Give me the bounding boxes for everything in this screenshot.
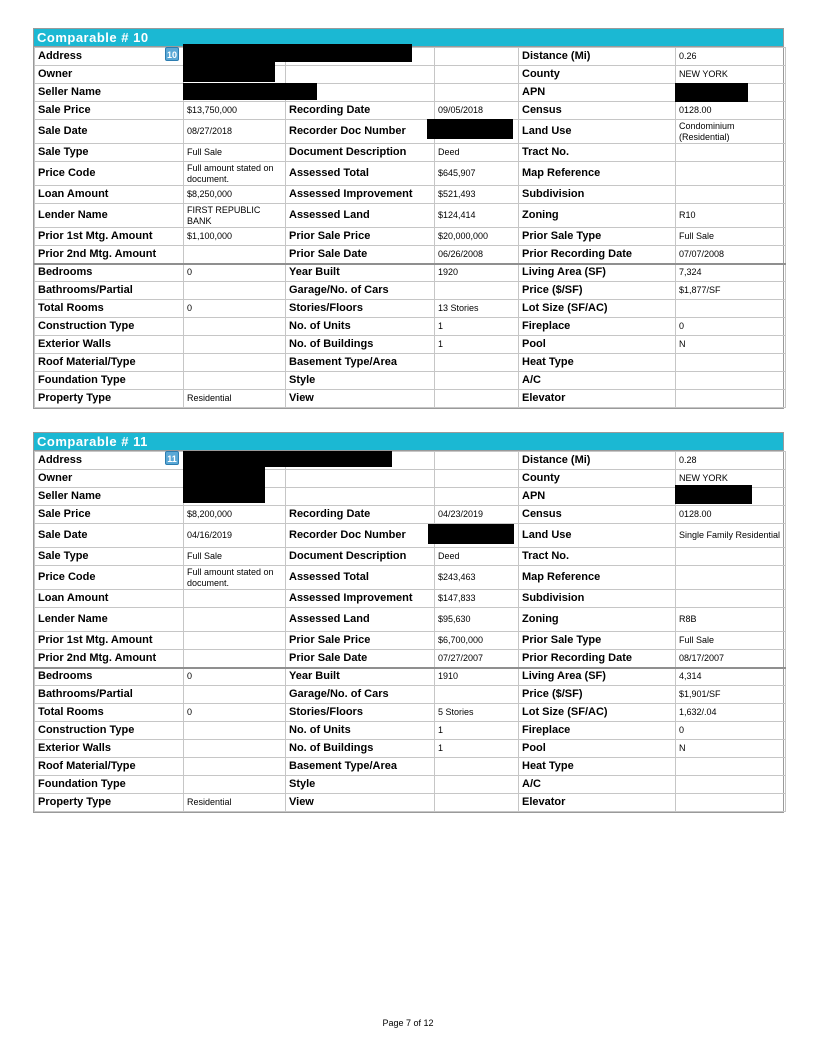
field-label: Assessed Total [286,566,435,590]
field-label: No. of Buildings [286,740,435,758]
field-label: No. of Units [286,722,435,740]
field-value [184,354,286,372]
field-label: Living Area (SF) [519,264,676,282]
field-value: 4,314 [676,668,786,686]
table-row [35,186,786,204]
field-label: View [286,390,435,408]
table-row [35,204,786,228]
field-value [435,282,519,300]
field-value: 0 [184,264,286,282]
field-value: 0128.00 [676,506,786,524]
table-row [35,590,786,608]
field-value [184,740,286,758]
table-row [35,488,786,506]
field-label: Price Code [35,162,184,186]
field-value [184,650,286,668]
table-row [35,758,786,776]
field-label: Recorder Doc Number [286,120,435,144]
field-label: Prior 1st Mtg. Amount [35,228,184,246]
field-value: 0 [184,704,286,722]
field-value [435,354,519,372]
redaction-block [183,467,265,503]
field-label: Garage/No. of Cars [286,686,435,704]
field-value [676,758,786,776]
field-label: Recorder Doc Number [286,524,435,548]
table-row [35,548,786,566]
field-value [184,722,286,740]
field-label: Prior Recording Date [519,650,676,668]
field-label: Price ($/SF) [519,282,676,300]
field-label: Subdivision [519,186,676,204]
table-row [35,740,786,758]
field-label: Basement Type/Area [286,758,435,776]
field-value [184,372,286,390]
field-label: Zoning [519,204,676,228]
field-value [435,390,519,408]
field-value [435,758,519,776]
field-value [435,794,519,812]
field-label: Bathrooms/Partial [35,282,184,300]
field-value [435,48,519,66]
field-label: Land Use [519,120,676,144]
table-row [35,608,786,632]
table-row [35,722,786,740]
table-row [35,144,786,162]
field-label: A/C [519,776,676,794]
field-value: $521,493 [435,186,519,204]
comparable-11-panel [33,432,784,813]
table-row [35,318,786,336]
field-value: Deed [435,144,519,162]
field-value: 08/27/2018 [184,120,286,144]
field-value [184,318,286,336]
field-value: 0 [184,300,286,318]
field-label: Property Type [35,390,184,408]
field-value: 1910 [435,668,519,686]
field-value: NEW YORK [676,66,786,84]
table-row [35,566,786,590]
table-row [35,794,786,812]
field-value [435,776,519,794]
field-label: Assessed Improvement [286,186,435,204]
field-label: Total Rooms [35,704,184,722]
redaction-block [427,119,513,139]
field-label: Address [35,48,184,66]
field-value [676,794,786,812]
field-label: Prior Sale Type [519,632,676,650]
field-label: Land Use [519,524,676,548]
table-row [35,776,786,794]
table-row [35,162,786,186]
field-label: Elevator [519,390,676,408]
field-value [184,686,286,704]
map-marker-icon: 10 [165,47,179,61]
field-value: 0 [184,668,286,686]
table-row [35,668,786,686]
field-label: Sale Type [35,144,184,162]
field-value: N [676,336,786,354]
field-label: A/C [519,372,676,390]
field-value: Full amount stated on document. [184,162,286,186]
field-label: Owner [35,470,184,488]
field-value [184,776,286,794]
field-label: Heat Type [519,758,676,776]
field-label: Lot Size (SF/AC) [519,300,676,318]
field-label: Year Built [286,668,435,686]
field-label: Garage/No. of Cars [286,282,435,300]
field-value: $1,100,000 [184,228,286,246]
field-value [435,372,519,390]
table-row [35,66,786,84]
field-value [184,632,286,650]
field-label: Document Description [286,144,435,162]
field-value [435,470,519,488]
table-row [35,228,786,246]
field-value: 0.28 [676,452,786,470]
field-label: Construction Type [35,318,184,336]
field-label: Living Area (SF) [519,668,676,686]
table-row [35,372,786,390]
field-value: 06/26/2008 [435,246,519,264]
field-label: Distance (Mi) [519,452,676,470]
field-label: Subdivision [519,590,676,608]
redaction-block [183,44,412,62]
table-row [35,246,786,264]
field-label: Zoning [519,608,676,632]
field-label: Prior Sale Date [286,650,435,668]
field-label: Census [519,506,676,524]
field-label: Prior 2nd Mtg. Amount [35,650,184,668]
table-row [35,84,786,102]
field-label: Lender Name [35,204,184,228]
field-label: Recording Date [286,506,435,524]
field-value [676,566,786,590]
field-label: Elevator [519,794,676,812]
field-label: Bedrooms [35,668,184,686]
field-value [435,66,519,84]
field-value: FIRST REPUBLIC BANK [184,204,286,228]
field-label: Stories/Floors [286,704,435,722]
field-value: 07/07/2008 [676,246,786,264]
field-label: Roof Material/Type [35,758,184,776]
field-value [676,548,786,566]
field-label: Fireplace [519,722,676,740]
field-label: Map Reference [519,162,676,186]
field-label: Lender Name [35,608,184,632]
field-label: Assessed Land [286,608,435,632]
field-value: 0 [676,722,786,740]
field-label: Exterior Walls [35,740,184,758]
field-value [676,186,786,204]
table-row [35,704,786,722]
field-value [184,282,286,300]
redaction-block [428,524,514,544]
field-value: 0128.00 [676,102,786,120]
field-value: $124,414 [435,204,519,228]
field-label: Prior Sale Price [286,228,435,246]
field-value: NEW YORK [676,470,786,488]
table-row [35,632,786,650]
field-label: Bedrooms [35,264,184,282]
field-label: Year Built [286,264,435,282]
table-row [35,282,786,300]
field-value: 0.26 [676,48,786,66]
field-label: Roof Material/Type [35,354,184,372]
field-value: $645,907 [435,162,519,186]
field-value [184,758,286,776]
table-row [35,336,786,354]
field-value: Full amount stated on document. [184,566,286,590]
field-value: Full Sale [184,144,286,162]
table-row [35,650,786,668]
table-row [35,452,786,470]
field-label: Census [519,102,676,120]
field-label: Pool [519,740,676,758]
field-value [676,354,786,372]
field-label: Total Rooms [35,300,184,318]
field-value [435,488,519,506]
field-label: Seller Name [35,488,184,506]
field-label: Construction Type [35,722,184,740]
field-value [676,300,786,318]
field-value [435,452,519,470]
field-label [286,488,435,506]
field-label: Basement Type/Area [286,354,435,372]
table-row [35,506,786,524]
comparable-10-panel [33,28,784,409]
field-label: Lot Size (SF/AC) [519,704,676,722]
field-label: Sale Date [35,524,184,548]
field-value: 7,324 [676,264,786,282]
field-label: Assessed Land [286,204,435,228]
field-value: $95,630 [435,608,519,632]
field-value [676,390,786,408]
field-label: Heat Type [519,354,676,372]
redaction-block [183,83,317,100]
field-label: County [519,66,676,84]
field-value: $147,833 [435,590,519,608]
table-row [35,120,786,144]
field-value [676,372,786,390]
field-label: Prior 1st Mtg. Amount [35,632,184,650]
field-value: 1 [435,722,519,740]
field-label: Seller Name [35,84,184,102]
field-value: $8,200,000 [184,506,286,524]
field-value: Full Sale [184,548,286,566]
field-label [286,66,435,84]
field-label: Loan Amount [35,590,184,608]
field-label: APN [519,488,676,506]
field-value: 1920 [435,264,519,282]
field-label: Prior Sale Price [286,632,435,650]
field-label: Style [286,776,435,794]
table-row [35,264,786,282]
field-value: $6,700,000 [435,632,519,650]
map-marker-icon: 11 [165,451,179,465]
field-value [184,608,286,632]
field-value: Residential [184,794,286,812]
field-label: Prior Sale Date [286,246,435,264]
comparable-table [34,47,786,408]
field-value: $1,901/SF [676,686,786,704]
field-label: Document Description [286,548,435,566]
field-value: 1 [435,318,519,336]
field-value [676,590,786,608]
table-row [35,390,786,408]
field-value: N [676,740,786,758]
field-value [435,686,519,704]
field-value [184,246,286,264]
field-label: Sale Date [35,120,184,144]
field-value: Single Family Residential [676,524,786,548]
field-label: Owner [35,66,184,84]
comparable-title: Comparable # 10 [34,29,783,47]
comparable-title: Comparable # 11 [34,433,783,451]
field-label: No. of Buildings [286,336,435,354]
field-value: 1 [435,336,519,354]
field-label: Fireplace [519,318,676,336]
field-label: Sale Price [35,102,184,120]
field-label: Prior 2nd Mtg. Amount [35,246,184,264]
table-row [35,686,786,704]
field-label: Assessed Improvement [286,590,435,608]
field-value: $243,463 [435,566,519,590]
field-label: Prior Sale Type [519,228,676,246]
field-value: Residential [184,390,286,408]
field-value [676,144,786,162]
field-value: 07/27/2007 [435,650,519,668]
field-value: $20,000,000 [435,228,519,246]
field-label: Pool [519,336,676,354]
field-label: Tract No. [519,548,676,566]
field-value [676,776,786,794]
field-label: Assessed Total [286,162,435,186]
field-label: Price ($/SF) [519,686,676,704]
field-value: 5 Stories [435,704,519,722]
field-value [184,336,286,354]
field-value: 13 Stories [435,300,519,318]
field-label: Address [35,452,184,470]
field-label: APN [519,84,676,102]
field-label: Loan Amount [35,186,184,204]
redaction-block [675,485,752,504]
field-label: Sale Price [35,506,184,524]
field-value: $1,877/SF [676,282,786,300]
field-value: Full Sale [676,228,786,246]
field-label: Prior Recording Date [519,246,676,264]
field-value: 04/16/2019 [184,524,286,548]
field-value: Deed [435,548,519,566]
field-label: Price Code [35,566,184,590]
field-value: R8B [676,608,786,632]
field-label: View [286,794,435,812]
field-value: 04/23/2019 [435,506,519,524]
field-value: 08/17/2007 [676,650,786,668]
field-label: County [519,470,676,488]
field-value: $13,750,000 [184,102,286,120]
field-label: Foundation Type [35,372,184,390]
field-label: Style [286,372,435,390]
redaction-block [183,62,275,82]
field-value: Condominium (Residential) [676,120,786,144]
field-value: 09/05/2018 [435,102,519,120]
redaction-block [183,451,392,467]
table-row [35,470,786,488]
field-label: Foundation Type [35,776,184,794]
field-label: Bathrooms/Partial [35,686,184,704]
table-row [35,102,786,120]
field-label: Tract No. [519,144,676,162]
field-label [286,470,435,488]
field-label: Distance (Mi) [519,48,676,66]
redaction-block [675,83,748,102]
field-value [435,84,519,102]
field-value [184,590,286,608]
field-value [676,162,786,186]
table-row [35,354,786,372]
comparable-table [34,451,786,812]
field-label: Recording Date [286,102,435,120]
field-value: $8,250,000 [184,186,286,204]
field-label: Sale Type [35,548,184,566]
field-label: Property Type [35,794,184,812]
page-number: Page 7 of 12 [382,1018,434,1028]
field-label: Map Reference [519,566,676,590]
field-value: Full Sale [676,632,786,650]
field-label: Exterior Walls [35,336,184,354]
field-value: 1 [435,740,519,758]
table-row [35,524,786,548]
field-label: No. of Units [286,318,435,336]
field-value: R10 [676,204,786,228]
field-value: 0 [676,318,786,336]
field-value: 1,632/.04 [676,704,786,722]
field-label: Stories/Floors [286,300,435,318]
table-row [35,300,786,318]
